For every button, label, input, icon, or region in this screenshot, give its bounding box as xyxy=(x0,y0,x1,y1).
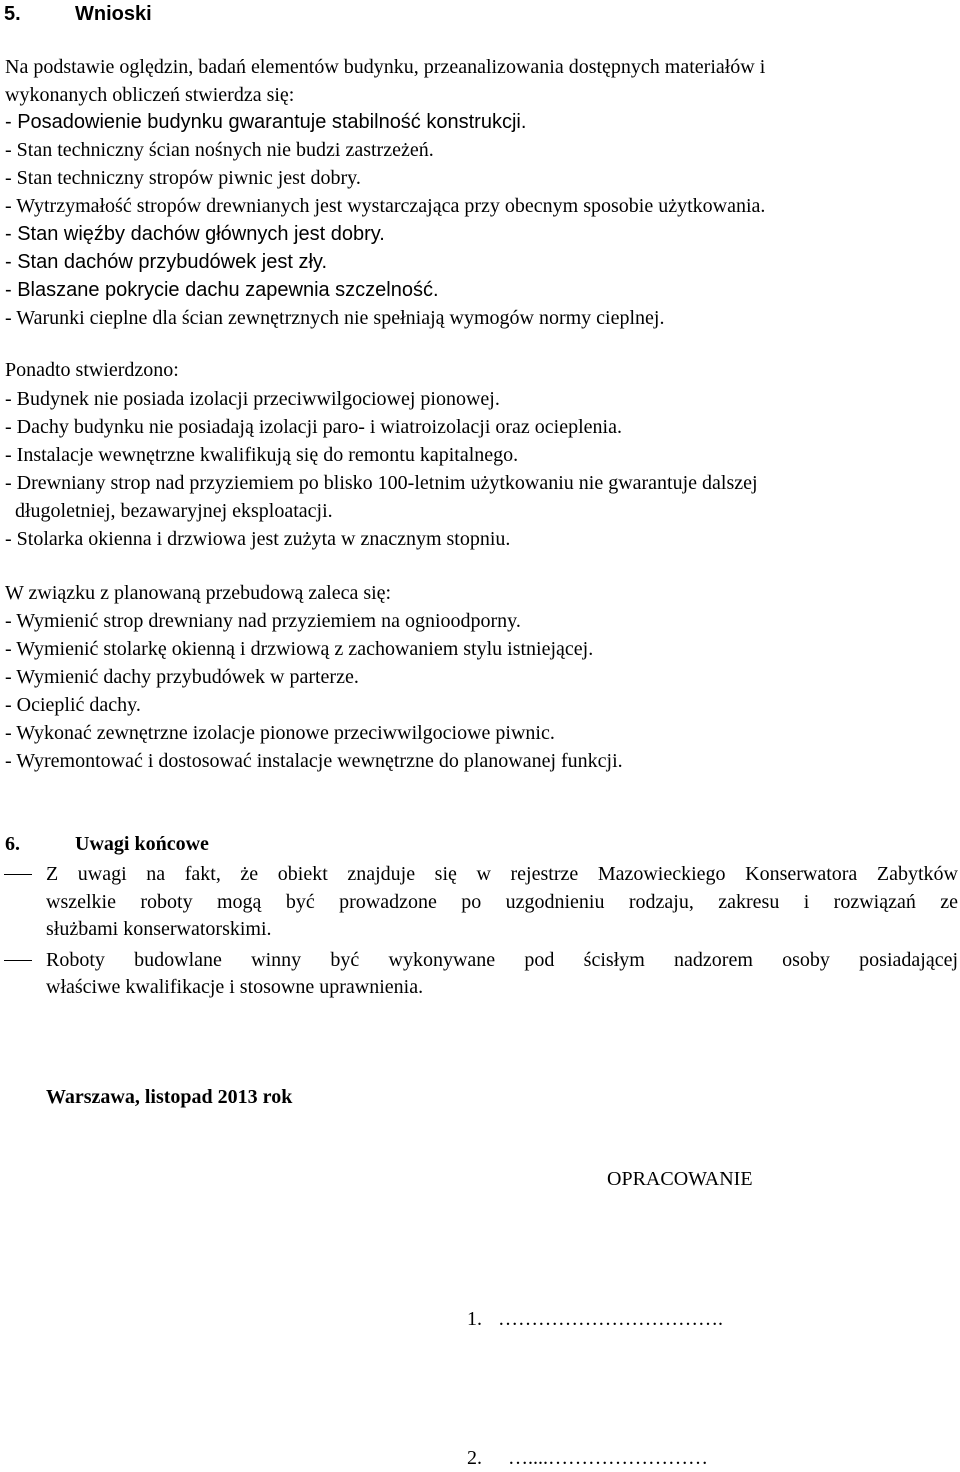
recommend-title: W związku z planowaną przebudową zaleca się: xyxy=(5,582,392,604)
finding-item: - Blaszane pokrycie dachu zapewnia szczelność. xyxy=(5,279,439,301)
further-title: Ponadto stwierdzono: xyxy=(5,359,179,381)
recommend-item: - Wyremontować i dostosować instalacje wewnętrzne do planowanej funkcji. xyxy=(5,750,623,772)
recommend-item: - Wymienić strop drewniany nad przyziemiem na ognioodporny. xyxy=(5,610,521,632)
signature-1-number: 1. xyxy=(467,1308,482,1330)
further-item: - Budynek nie posiada izolacji przeciwwilgociowej pionowej. xyxy=(5,388,500,410)
finding-item: - Stan techniczny ścian nośnych nie budzi zastrzeżeń. xyxy=(5,139,434,161)
finding-item: - Stan techniczny stropów piwnic jest dobry. xyxy=(5,167,361,189)
finding-item: - Warunki cieplne dla ścian zewnętrznych nie spełniają wymogów normy cieplnej. xyxy=(5,307,665,329)
remark-line: Roboty budowlane winny być wykonywane pod ścisłym nadzorem osoby posiadającej xyxy=(46,949,958,971)
remark-line: służbami konserwatorskimi. xyxy=(46,918,272,940)
further-item: - Instalacje wewnętrzne kwalifikują się do remontu kapitalnego. xyxy=(5,444,519,466)
finding-item: - Stan dachów przybudówek jest zły. xyxy=(5,251,328,273)
intro-line: wykonanych obliczeń stwierdza się: xyxy=(5,84,295,106)
section-6-number: 6. xyxy=(5,833,20,855)
intro-line: Na podstawie oględzin, badań elementów budynku, przeanalizowania dostępnych materiałów i xyxy=(5,56,766,78)
finding-item: - Posadowienie budynku gwarantuje stabilność konstrukcji. xyxy=(5,111,527,133)
further-item: - Stolarka okienna i drzwiowa jest zużyta w znacznym stopniu. xyxy=(5,528,511,550)
place-date: Warszawa, listopad 2013 rok xyxy=(46,1086,293,1108)
signature-2-number: 2. xyxy=(467,1447,482,1469)
further-item: - Dachy budynku nie posiadają izolacji paro- i wiatroizolacji oraz ocieplenia. xyxy=(5,416,622,438)
prepared-label: OPRACOWANIE xyxy=(607,1168,753,1190)
remark-line: wszelkie roboty mogą być prowadzone po uzgodnieniu rodzaju, zakresu i rozwiązań ze xyxy=(46,891,958,913)
finding-item: - Wytrzymałość stropów drewnianych jest wystarczająca przy obecnym sposobie użytkowania. xyxy=(5,195,766,217)
section-5-number: 5. xyxy=(4,3,21,25)
recommend-item: - Wykonać zewnętrzne izolacje pionowe przeciwwilgociowe piwnic. xyxy=(5,722,555,744)
recommend-item: - Wymienić stolarkę okienną i drzwiową z zachowaniem stylu istniejącej. xyxy=(5,638,594,660)
finding-item: - Stan więźby dachów głównych jest dobry. xyxy=(5,223,385,245)
signature-2-line: …....…………………… xyxy=(508,1447,708,1469)
recommend-item: - Wymienić dachy przybudówek w parterze. xyxy=(5,666,359,688)
section-6-title: Uwagi końcowe xyxy=(75,833,209,855)
remark-line: właściwe kwalifikacje i stosowne uprawnienia. xyxy=(46,976,424,998)
recommend-item: - Ocieplić dachy. xyxy=(5,694,141,716)
remark-line: Z uwagi na fakt, że obiekt znajduje się w rejestrze Mazowieckiego Konserwatora Zabytków xyxy=(46,863,958,885)
section-5-title: Wnioski xyxy=(75,3,152,25)
signature-1-line: ……………………………. xyxy=(498,1308,723,1330)
dash-bullet-icon xyxy=(4,874,32,875)
further-item: - Drewniany strop nad przyziemiem po blisko 100-letnim użytkowaniu nie gwarantuje dalszej xyxy=(5,472,758,494)
further-item-continued: długoletniej, bezawaryjnej eksploatacji. xyxy=(5,500,333,522)
dash-bullet-icon xyxy=(4,960,32,961)
